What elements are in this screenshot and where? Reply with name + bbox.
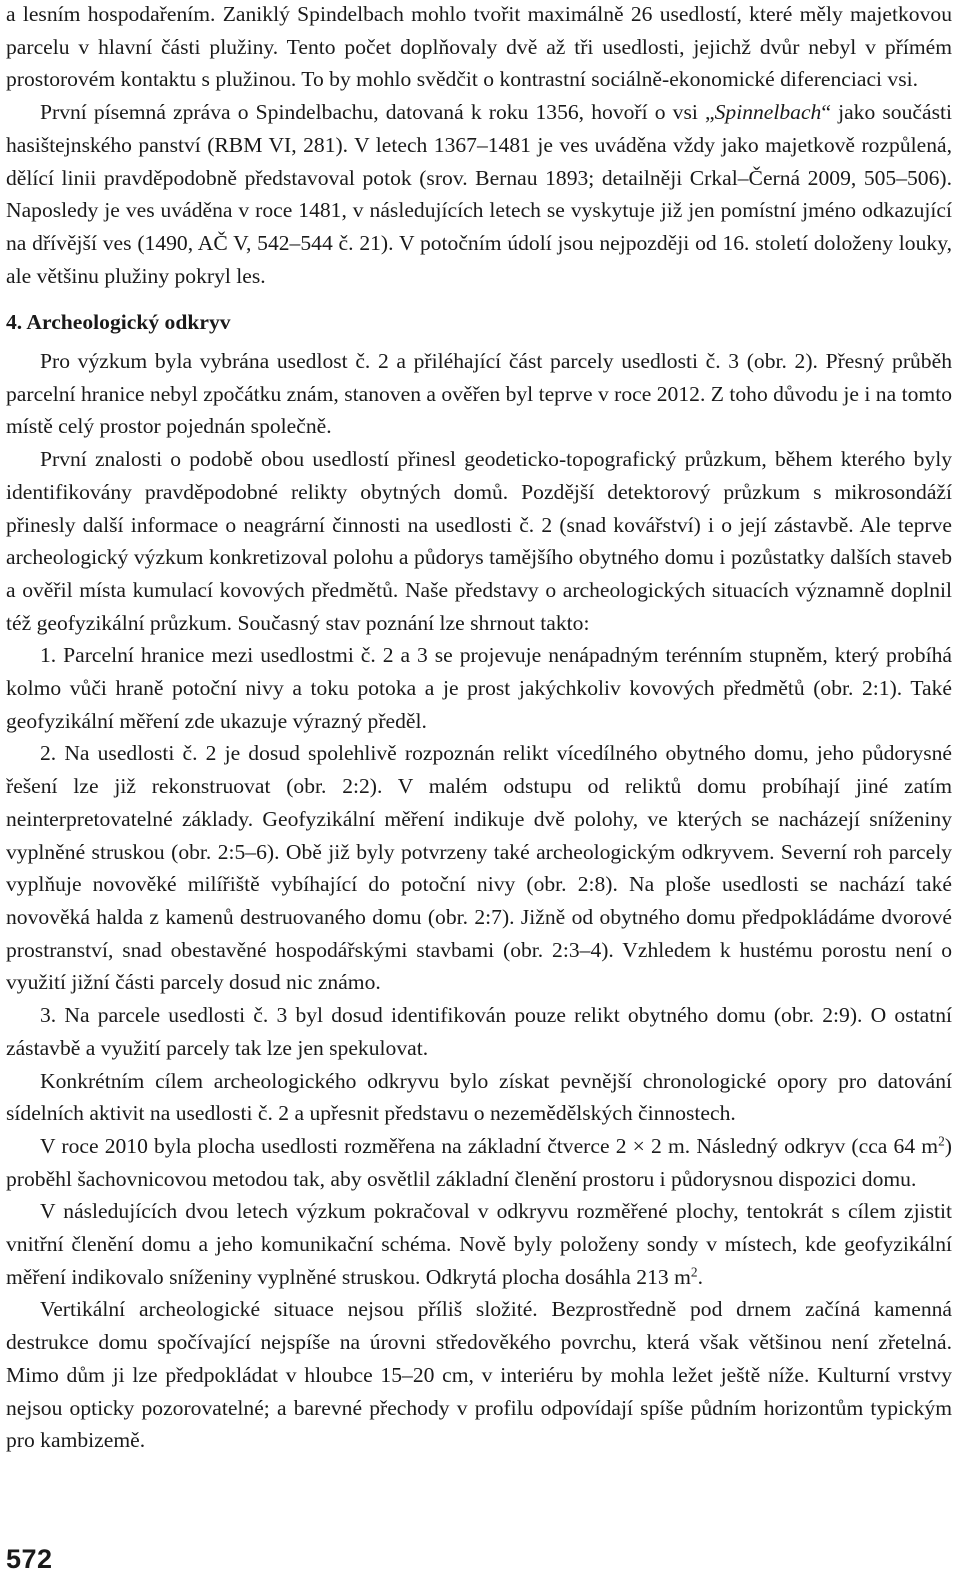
closing-paragraph-3-text-a: V následujících dvou letech výzkum pokračoval v odkryvu rozměřené plochy, tentokrát s cílem zjistit vnitřní členění domu a jeho komunikační schéma. Nově byly položeny sondy v místech, kde geofyzikální měření indikovalo sníženiny vyplněné struskou. Odkrytá plocha dosáhla 213 m (6, 1199, 952, 1289)
closing-paragraph-2-superscript: 2 (938, 1133, 945, 1149)
intro-paragraph-1: a lesním hospodařením. Zaniklý Spindelbach mohlo tvořit maximálně 26 usedlostí, které měly majetkovou parcelu v hlavní části plužiny. Tento počet doplňovaly dvě až tři usedlosti, jejichž dvůr nebyl v přímém prostorovém kontaktu s plužinou. To by mohlo svědčit o kontrastní sociálně-ekonomické diferenciaci vsi. (6, 2, 952, 92)
closing-paragraph-2 (6, 1130, 952, 1195)
closing-paragraph-2-text-a: V roce 2010 byla plocha usedlosti rozměřena na základní čtverce 2 × 2 m. Následný odkryv (cca 64 m (40, 1133, 939, 1158)
list-item-2: 2. Na usedlosti č. 2 je dosud spolehlivě rozpoznán relikt vícedílného obytného domu, jeho půdorysné řešení lze již rekonstruovat (obr. 2:2). V malém odstupu od reliktů domu probíhají jiné zatím neinterpretovatelné základy. Geofyzikální měření indikuje dvě polohy, ve kterých se nacházejí sníženiny vyplněné struskou (obr. 2:5–6). Obě již byly potvrzeny také archeologickým odkryvem. Severní roh parcely vyplňuje novověké milířiště vybíhající do potoční nivy (obr. 2:8). Na ploše usedlosti se nachází také novověká halda z kamenů destruovaného domu (obr. 2:7). Jižně od obytného domu předpokládáme dvorové prostranství, snad obestavěné hospodářskými stavbami (obr. 2:3–4). Vzhledem k hustému porostu není o využití jižní části parcely dosud nic známo. (6, 741, 952, 995)
document-page (6, 0, 952, 1457)
closing-paragraph-3 (6, 1195, 952, 1293)
intro-paragraph-2-italic-name: Spinnelbach (714, 100, 822, 125)
closing-paragraph-3-superscript: 2 (690, 1264, 698, 1280)
section-heading: 4. Archeologický odkryv (6, 310, 231, 335)
section-paragraph-1: Pro výzkum byla vybrána usedlost č. 2 a přiléhající část parcely usedlosti č. 3 (obr. 2). Přesný průběh parcelní hranice nebyl zpočátku znám, stanoven a ověřen byl teprve v roce 2012. Z toho důvodu je i na tomto místě celý prostor pojednán společně. (6, 349, 952, 439)
page-number: 572 (6, 1544, 53, 1574)
intro-paragraph-2-text-a: První písemná zpráva o Spindelbachu, datovaná k roku 1356, hovoří o vsi „ (40, 100, 715, 125)
closing-paragraph-1: Konkrétním cílem archeologického odkryvu bylo získat pevnější chronologické opory pro datování sídelních aktivit na usedlosti č. 2 a upřesnit představu o nezemědělských činnostech. (6, 1068, 952, 1126)
closing-paragraph-4: Vertikální archeologické situace nejsou příliš složité. Bezprostředně pod drnem začíná kamenná destrukce domu spočívající nejspíše na úrovni středověkého povrchu, která však většinou není zřetelná. Mimo dům ji lze předpokládat v hloubce 15–20 cm, v interiéru by mohla ležet ještě níže. Kulturní vrstvy nejsou opticky pozorovatelné; a barevné přechody v profilu odpovídají spíše půdním horizontům typickým pro kambizemě. (6, 1297, 952, 1453)
section-paragraph-2: První znalosti o podobě obou usedlostí přinesl geodeticko-topografický průzkum, během kterého byly identifikovány pravděpodobné relikty obytných domů. Pozdější detektorový průzkum s mikrosondáží přinesly další informace o neagrární činnosti na usedlosti č. 2 (snad kovářství) i o její zástavbě. Ale teprve archeologický výzkum konkretizoval polohu a půdorys tamějšího obytného domu i pozůstatky dalších staveb a ověřil místa kumulací kovových předmětů. Naše představy o archeologických situacích významně doplnil též geofyzikální průzkum. Současný stav poznání lze shrnout takto: (6, 447, 952, 635)
list-item-1: 1. Parcelní hranice mezi usedlostmi č. 2 a 3 se projevuje nenápadným terénním stupněm, který probíhá kolmo vůči hraně potoční nivy a toku potoka a je prost jakýchkoliv kovových předmětů (obr. 2:1). Také geofyzikální měření zde ukazuje výrazný předěl. (6, 643, 952, 733)
intro-paragraph-2 (6, 96, 952, 292)
closing-paragraph-3-text-b: . (697, 1264, 703, 1289)
list-item-3: 3. Na parcele usedlosti č. 3 byl dosud identifikován pouze relikt obytného domu (obr. 2:9). O ostatní zástavbě a využití parcely tak lze jen spekulovat. (6, 1003, 952, 1060)
closing-paragraph-2-text-b: ) proběhl šachovnicovou metodou tak, aby osvětlil základní členění prostoru i půdorysnou dispozici domu. (6, 1133, 952, 1191)
intro-paragraph-2-text-b: “ jako součásti hasištejnského panství (RBM VI, 281). V letech 1367–1481 je ves uváděna vždy jako majetkově rozpůlená, dělící linii pravděpodobně představoval potok (srov. Bernau 1893; detailněji Crkal–Černá 2009, 505–506). Naposledy je ves uváděna v roce 1481, v následujících letech se vyskytuje již jen pomístní jméno odkazující na dřívější ves (1490, AČ V, 542–544 č. 21). V potočním údolí jsou nejpozději od 16. století doloženy louky, ale většinu plužiny pokryl les. (6, 100, 952, 288)
